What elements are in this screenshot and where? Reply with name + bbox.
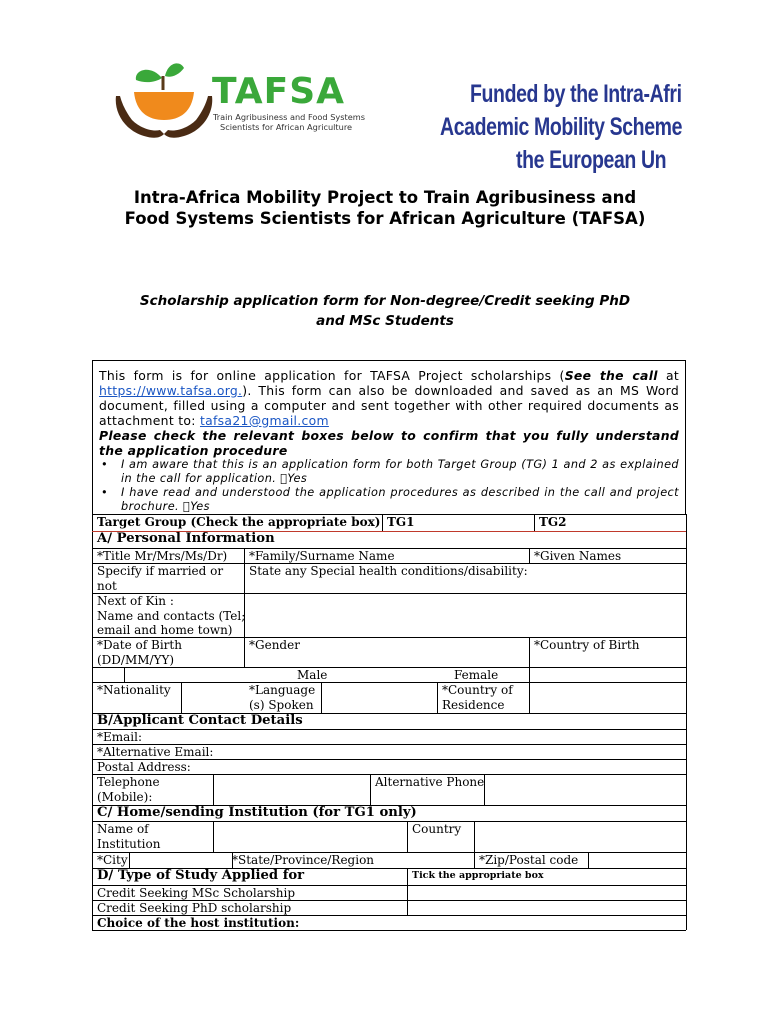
institution-label-1: Name of	[97, 822, 149, 836]
marital-label-2: not	[97, 578, 117, 593]
section-c-heading: C/ Home/sending Institution (for TG1 only)	[97, 805, 417, 820]
gender-label: *Gender	[249, 638, 300, 652]
language-label-1: *Language	[249, 683, 316, 697]
funded-line-1: Funded by the Intra-Afri	[470, 80, 682, 108]
residence-field[interactable]	[529, 682, 686, 713]
document-title	[60, 187, 710, 229]
dob-entry-box[interactable]	[92, 667, 124, 682]
confirmation-list	[99, 458, 679, 514]
tafsa-logo-icon	[110, 60, 370, 150]
intro-text-b: at	[665, 368, 679, 383]
health-conditions-field[interactable]: State any Special health conditions/disability:	[249, 564, 528, 578]
title-line-2: Food Systems Scientists for African Agriculture (TAFSA)	[124, 209, 646, 228]
bullet-icon: •	[101, 486, 109, 499]
confirmation-text-2: I have read and understood the application procedures as described in the call and project brochure.  Yes	[121, 486, 679, 513]
residence-label-2: Residence	[442, 697, 505, 712]
form-subtitle	[70, 291, 700, 331]
next-of-kin-field[interactable]	[244, 593, 686, 637]
funded-line-3: the European Un	[516, 146, 667, 174]
alternative-phone-label: Alternative Phone	[375, 775, 485, 789]
funded-line-2: Academic Mobility Scheme	[440, 113, 683, 141]
next-of-kin-label	[92, 593, 244, 637]
institution-label	[92, 821, 213, 852]
state-label: *State/Province/Region	[232, 853, 375, 867]
city-field[interactable]	[129, 852, 232, 868]
country-of-birth-field[interactable]: *Country of Birth	[534, 638, 640, 652]
logo-tagline-1: Train Agribusiness and Food Systems	[213, 112, 366, 122]
kin-label-1: Next of Kin :	[97, 594, 174, 608]
confirmation-item-2[interactable]	[99, 486, 679, 514]
title-line-1: Intra-Africa Mobility Project to Train Agribusiness and	[133, 188, 637, 207]
residence-label-1: *Country of	[442, 683, 513, 697]
institution-label-2: Institution	[97, 836, 161, 851]
intro-text-c: ). This form can also be downloaded and saved as an MS Word document, filled using a computer and sent together with other required documents as attachment to:	[99, 383, 679, 428]
language-label	[244, 682, 321, 713]
section-a-heading: A/ Personal Information	[97, 531, 275, 546]
marital-status-field[interactable]	[92, 563, 244, 593]
tafsa-logo	[110, 60, 370, 150]
msc-tick-box[interactable]	[407, 885, 686, 900]
application-form-table	[92, 514, 686, 930]
tafsa-email-link[interactable]: tafsa21@gmail.com	[199, 413, 329, 428]
intro-text-a: This form is for online application for TAFSA Project scholarships (	[99, 368, 565, 383]
table-border	[686, 514, 687, 930]
dob-label-1: *Date of Birth	[97, 638, 182, 652]
check-instruction: Please check the relevant boxes below to confirm that you fully understand the application procedure	[99, 428, 679, 458]
institution-field[interactable]	[213, 821, 407, 852]
marital-label-1: Specify if married or	[97, 564, 224, 578]
telephone-field[interactable]	[213, 774, 370, 805]
residence-label	[437, 682, 529, 713]
city-label: *City	[97, 853, 128, 867]
postal-address-field[interactable]: Postal Address:	[97, 760, 191, 774]
zip-label: *Zip/Postal code	[479, 853, 579, 867]
zip-field[interactable]	[588, 852, 686, 868]
telephone-label-1: Telephone	[97, 775, 160, 789]
dob-label-2: (DD/MM/YY)	[97, 652, 175, 667]
subtitle-line-1: Scholarship application form for Non-degree/Credit seeking PhD	[139, 293, 631, 309]
alternative-email-field[interactable]: *Alternative Email:	[97, 745, 214, 759]
bullet-icon: •	[101, 458, 109, 471]
funding-banner	[440, 78, 683, 174]
target-group-label: Target Group (Check the appropriate box)	[97, 515, 381, 529]
kin-label-3: email and home town)	[97, 623, 233, 638]
nationality-label: *Nationality	[97, 683, 171, 697]
nationality-field[interactable]	[181, 682, 244, 713]
country-label: Country	[412, 822, 462, 836]
tg2-checkbox[interactable]: TG2	[539, 515, 567, 529]
gender-male-option[interactable]: Male	[297, 668, 328, 682]
intro-paragraph	[99, 368, 679, 428]
country-field[interactable]	[474, 821, 686, 852]
language-field[interactable]	[321, 682, 437, 713]
telephone-label	[92, 774, 213, 805]
msc-scholarship-option: Credit Seeking MSc Scholarship	[97, 886, 296, 900]
telephone-label-2: (Mobile):	[97, 789, 153, 804]
col-divider	[124, 667, 125, 682]
phd-scholarship-option: Credit Seeking PhD scholarship	[97, 901, 292, 915]
given-names-field[interactable]: *Given Names	[534, 549, 622, 563]
tg1-checkbox[interactable]: TG1	[387, 515, 415, 529]
see-call-text: See the call	[564, 368, 658, 383]
host-institution-field[interactable]: Choice of the host institution:	[97, 916, 300, 930]
tick-box-instruction: Tick the appropriate box	[412, 870, 544, 881]
logo-text: TAFSA	[212, 71, 346, 112]
language-label-2: (s) Spoken	[249, 697, 314, 712]
logo-tagline-2: Scientists for African Agriculture	[220, 122, 353, 132]
subtitle-line-2: and MSc Students	[316, 313, 454, 329]
family-name-field[interactable]: *Family/Surname Name	[249, 549, 395, 563]
confirmation-text-1: I am aware that this is an application form for both Target Group (TG) 1 and 2 as explained in the call for application.  Yes	[121, 458, 679, 485]
gender-female-option[interactable]: Female	[454, 668, 499, 682]
tafsa-website-link[interactable]: https://www.tafsa.org.	[99, 383, 243, 398]
email-field[interactable]: *Email:	[97, 730, 143, 744]
intro-box	[92, 360, 686, 514]
alternative-phone-field[interactable]	[484, 774, 686, 805]
date-of-birth-field[interactable]	[92, 637, 244, 667]
section-d-heading: D/ Type of Study Applied for	[97, 868, 305, 883]
phd-tick-box[interactable]	[407, 900, 686, 915]
kin-label-2: Name and contacts (Tel;	[97, 608, 246, 623]
confirmation-item-1[interactable]	[99, 458, 679, 486]
section-b-heading: B/Applicant Contact Details	[97, 713, 303, 728]
title-field[interactable]: *Title Mr/Mrs/Ms/Dr)	[97, 549, 228, 563]
